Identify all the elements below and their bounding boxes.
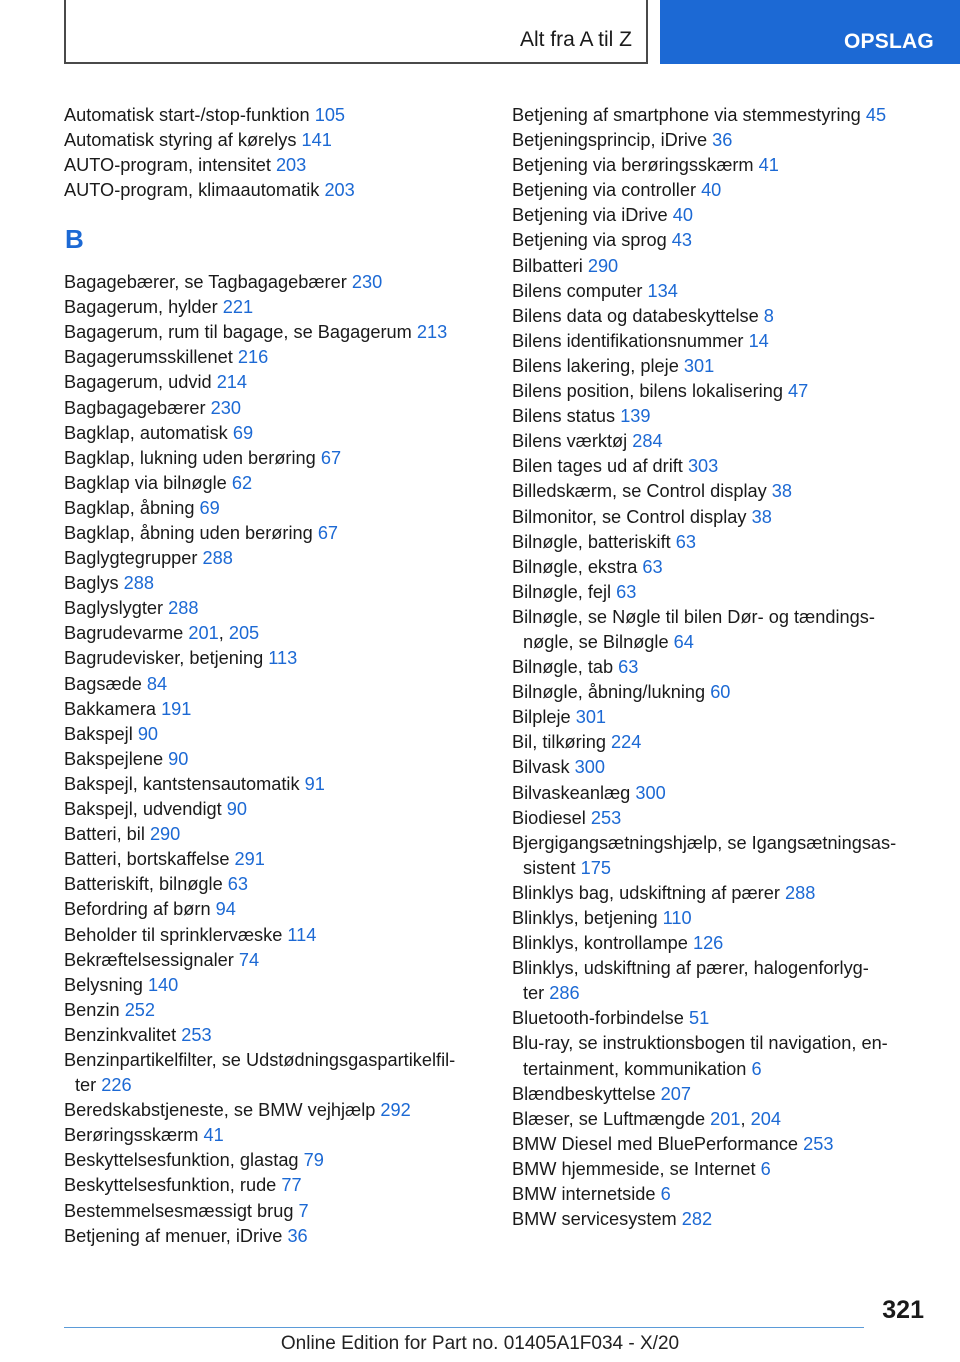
index-entry (64, 697, 504, 722)
index-entry (64, 546, 504, 571)
page-link[interactable]: 214 (216, 372, 248, 393)
index-entry (512, 580, 952, 605)
entry-text: Benzinkvalitet (64, 1024, 177, 1045)
page-link[interactable]: 201 (710, 1108, 741, 1129)
index-entry (512, 781, 952, 806)
entry-text: Bilnøgle, åbning/lukning (512, 682, 706, 703)
page-link[interactable]: 90 (168, 748, 189, 769)
index-entry (64, 178, 504, 203)
entry-text: Bestemmelsesmæssigt brug (64, 1200, 294, 1221)
entry-text: Bluetooth-forbindelse (512, 1008, 684, 1029)
index-entry (512, 881, 952, 906)
index-entry (512, 203, 952, 228)
page-link[interactable]: 69 (199, 497, 220, 518)
page-link[interactable]: 216 (237, 347, 269, 368)
page-link[interactable]: 67 (320, 447, 342, 468)
footer-edition-text: Online Edition for Part no. 01405A1F034 - X/20 (280, 1333, 680, 1354)
index-entry (64, 446, 504, 471)
index-entry (64, 621, 504, 646)
page-separator: , (218, 623, 229, 644)
entry-text: Beskyttelsesfunktion, glastag (64, 1150, 299, 1171)
entry-text: Benzinpartikelfilter, se Udstødningsgaspartikelfil- (64, 1049, 456, 1070)
entry-text: BMW internetside (512, 1184, 656, 1205)
entry-text: Bilmonitor, se Control display (512, 506, 747, 527)
entry-text: Betjening via berøringsskærm (512, 155, 754, 176)
index-entry (512, 304, 952, 329)
entry-text: Baglygtegrupper (64, 548, 198, 569)
entry-text: Beholder til sprinklervæske (64, 924, 283, 945)
index-entry (512, 178, 952, 203)
page-link[interactable]: 134 (647, 280, 678, 301)
entry-continuation: sistent 175 (523, 857, 611, 878)
entry-text: Berøringsskærm (64, 1125, 199, 1146)
index-entry (64, 923, 504, 948)
page-link[interactable]: 207 (660, 1083, 691, 1104)
page-link[interactable]: 63 (616, 581, 637, 602)
page-link[interactable]: 74 (238, 949, 260, 970)
index-entry (512, 454, 952, 479)
page-link[interactable]: 288 (123, 573, 155, 594)
page-link[interactable]: 303 (687, 456, 719, 477)
index-entry (512, 931, 952, 956)
index-letter-heading: B (65, 224, 84, 255)
footer-rule (64, 1327, 864, 1328)
entry-text: Bagklap, automatisk (64, 422, 228, 443)
index-entry (64, 847, 504, 872)
index-entry (64, 1023, 504, 1048)
page-link[interactable]: 288 (202, 548, 233, 569)
page-link[interactable]: 51 (688, 1008, 710, 1029)
page-link[interactable]: 63 (618, 657, 639, 678)
page-link[interactable]: 113 (268, 648, 298, 669)
page-link[interactable]: 105 (314, 105, 346, 125)
page-link[interactable]: 288 (784, 882, 816, 903)
page-link[interactable]: 291 (234, 849, 265, 870)
page-link[interactable]: 40 (701, 180, 722, 201)
index-entry (512, 530, 952, 555)
entry-text: Blæser, se Luftmængde (512, 1108, 706, 1129)
page-link[interactable]: 213 (416, 322, 448, 343)
page-link[interactable]: 230 (351, 272, 383, 293)
index-entry (512, 379, 952, 404)
entry-text: Bagklap via bilnøgle (64, 472, 227, 493)
page-link[interactable]: 204 (750, 1108, 781, 1129)
index-entry (512, 279, 952, 304)
page-link[interactable]: 67 (317, 523, 339, 543)
entry-text: Blinklys, kontrollampe (512, 933, 688, 954)
entry-text: Betjening af menuer, iDrive (64, 1225, 283, 1246)
entry-continuation: tertainment, kommunikation 6 (523, 1058, 762, 1079)
entry-text: Bagagerumsskillenet (64, 347, 233, 368)
page-link[interactable]: 38 (771, 481, 793, 502)
index-entry (512, 906, 952, 931)
entry-text: Blinklys, betjening (512, 908, 658, 928)
entry-text: Bilvask (512, 757, 570, 778)
index-entry (512, 605, 952, 655)
page-link[interactable]: 205 (228, 623, 260, 644)
index-entry (512, 153, 952, 178)
entry-text: Baglys (64, 573, 119, 594)
page-link[interactable]: 114 (287, 924, 317, 945)
index-entry (64, 722, 504, 747)
page-link[interactable]: 253 (181, 1024, 212, 1045)
index-entry (512, 1182, 952, 1207)
index-entry (512, 705, 952, 730)
entry-text: Blinklys bag, udskiftning af pærer (512, 882, 780, 903)
entry-text: Bagklap, lukning uden berøring (64, 447, 316, 468)
header-tab[interactable] (660, 0, 960, 64)
page-link[interactable]: 282 (681, 1209, 713, 1230)
entry-text: Bagagerum, rum til bagage, se Bagagerum (64, 322, 412, 343)
page-link[interactable]: 140 (147, 974, 179, 995)
entry-text: Bilnøgle, batteriskift (512, 531, 671, 552)
entry-text: Bagbagagebærer (64, 397, 206, 418)
index-entry (512, 1207, 952, 1232)
index-entry (64, 1098, 504, 1123)
page-link[interactable]: 6 (760, 1158, 771, 1179)
entry-text: Bekræftelsessignaler (64, 949, 234, 970)
index-entry (512, 730, 952, 755)
index-entry (512, 329, 952, 354)
entry-text: Bilens værktøj (512, 431, 628, 452)
page-link[interactable]: 290 (149, 824, 181, 845)
index-entry (512, 1031, 952, 1081)
page-link[interactable]: 79 (303, 1150, 324, 1171)
index-entry (512, 254, 952, 279)
page-link[interactable]: 91 (304, 773, 325, 794)
page-number: 321 (882, 1296, 924, 1324)
page-link[interactable]: 45 (865, 105, 887, 125)
entry-text: Bagagerum, udvid (64, 372, 212, 393)
entry-text: Beskyttelsesfunktion, rude (64, 1175, 277, 1196)
index-entry (64, 320, 504, 345)
page-link[interactable]: 110 (662, 908, 692, 928)
index-entry (512, 1082, 952, 1107)
entry-continuation: nøgle, se Bilnøgle 64 (523, 631, 694, 652)
entry-text: Bilnøgle, tab (512, 657, 614, 678)
page-link[interactable]: 77 (281, 1175, 302, 1196)
header-section-box (64, 0, 648, 64)
index-entry (64, 646, 504, 671)
index-entry (512, 103, 952, 128)
page-link[interactable]: 7 (298, 1200, 309, 1221)
entry-text: Blu-ray, se instruktionsbogen til navigation, en- (512, 1033, 888, 1054)
page-link[interactable]: 252 (124, 999, 156, 1020)
entry-text: Bilens identifikationsnummer (512, 330, 744, 351)
entry-text: Bilpleje (512, 707, 571, 728)
index-entry (64, 1224, 504, 1249)
index-entry (64, 1123, 504, 1148)
index-entry (512, 555, 952, 580)
page-link[interactable]: 60 (710, 682, 731, 703)
page-link[interactable]: 38 (751, 506, 772, 527)
index-entry (64, 998, 504, 1023)
entry-text: Batteri, bil (64, 824, 145, 845)
page-link[interactable]: 8 (763, 305, 774, 326)
page-link[interactable]: 14 (748, 330, 769, 351)
index-entry (512, 354, 952, 379)
index-entry (64, 370, 504, 395)
entry-text: Bilens position, bilens lokalisering (512, 381, 783, 402)
page-link[interactable]: 284 (632, 431, 663, 452)
tab-label: OPSLAG (844, 30, 934, 53)
index-entry (64, 496, 504, 521)
entry-text: Bagagerum, hylder (64, 297, 218, 318)
page-link[interactable]: 90 (226, 799, 248, 820)
entry-text: Betjening via controller (512, 180, 696, 201)
page-link[interactable]: 40 (672, 205, 693, 226)
page-link[interactable]: 41 (203, 1125, 224, 1146)
index-entry (64, 772, 504, 797)
index-entry (64, 747, 504, 772)
page-link[interactable]: 63 (675, 531, 696, 552)
index-entry (64, 153, 504, 178)
page-link[interactable]: 230 (210, 397, 241, 418)
page-link[interactable]: 203 (275, 155, 307, 176)
index-entry (64, 1148, 504, 1173)
entry-text: Biodiesel (512, 807, 586, 828)
entry-text: Automatisk start-/stop-funktion (64, 105, 310, 125)
index-entry (512, 479, 952, 504)
entry-text: AUTO-program, intensitet (64, 155, 271, 176)
page-link[interactable]: 64 (673, 631, 694, 652)
index-entry (512, 831, 952, 881)
page-link[interactable]: 203 (324, 180, 355, 201)
entry-text: Bjergigangsætningshjælp, se Igangsætningsas- (512, 832, 897, 853)
index-entry (64, 897, 504, 922)
page-link[interactable]: 43 (671, 230, 692, 251)
index-entry (512, 429, 952, 454)
entry-text: Bilbatteri (512, 255, 583, 276)
index-column-left (64, 103, 504, 1249)
index-entry (64, 103, 504, 128)
entry-text: Bakspejl (64, 723, 133, 744)
entry-text: Bilnøgle, ekstra (512, 556, 638, 577)
page-link[interactable]: 94 (215, 899, 236, 920)
index-entry (512, 1132, 952, 1157)
entry-text: Bilnøgle, fejl (512, 581, 612, 602)
index-entry (512, 128, 952, 153)
entry-text: Bakspejlene (64, 748, 164, 769)
entry-text: Bagagebærer, se Tagbagagebærer (64, 272, 347, 293)
page-link[interactable]: 300 (635, 782, 666, 803)
index-entry (512, 655, 952, 680)
entry-text: Blændbeskyttelse (512, 1083, 656, 1104)
index-entry (64, 396, 504, 421)
index-entry (512, 228, 952, 253)
index-entry (64, 797, 504, 822)
page-link[interactable]: 301 (575, 707, 607, 728)
page-link[interactable]: 90 (137, 723, 159, 744)
page-link[interactable]: 6 (660, 1184, 671, 1205)
entry-text: Bagsæde (64, 673, 142, 694)
entry-text: Blinklys, udskiftning af pærer, halogenforlyg- (512, 958, 869, 979)
page-link[interactable]: 84 (146, 673, 168, 694)
page-link[interactable]: 36 (712, 130, 733, 151)
entry-text: Bil, tilkøring (512, 732, 606, 753)
index-entry (64, 270, 504, 295)
entry-text: Bagklap, åbning uden berøring (64, 523, 313, 543)
page-link[interactable]: 139 (620, 406, 651, 427)
index-entry (512, 755, 952, 780)
index-entry (64, 948, 504, 973)
page-link[interactable]: 292 (380, 1100, 411, 1121)
page-link[interactable]: 6 (751, 1058, 762, 1079)
index-entry (64, 571, 504, 596)
page-link[interactable]: 36 (287, 1225, 308, 1246)
entry-text: Bakspejl, udvendigt (64, 799, 222, 820)
page-link[interactable]: 191 (161, 698, 192, 719)
entry-continuation: ter 286 (523, 983, 580, 1004)
page-link[interactable]: 41 (758, 155, 779, 176)
page-link[interactable]: 288 (168, 598, 199, 619)
page-link[interactable]: 63 (642, 556, 663, 577)
page-link[interactable]: 286 (549, 983, 580, 1004)
entry-text: Billedskærm, se Control display (512, 481, 767, 502)
entry-text: Beredskabstjeneste, se BMW vejhjælp (64, 1100, 376, 1121)
entry-text: Bagklap, åbning (64, 497, 195, 518)
page-link[interactable]: 126 (692, 933, 724, 954)
index-entry (64, 345, 504, 370)
index-entry (512, 1157, 952, 1182)
index-entry (512, 505, 952, 530)
index-entry (512, 404, 952, 429)
entry-continuation: ter 226 (75, 1075, 132, 1096)
entry-text: Befordring af børn (64, 899, 211, 920)
index-entry (64, 128, 504, 153)
entry-text: Bilvaskeanlæg (512, 782, 631, 803)
entry-text: Bilen tages ud af drift (512, 456, 683, 477)
entry-text: AUTO-program, klimaautomatik (64, 180, 320, 201)
index-entry (64, 672, 504, 697)
page-link[interactable]: 62 (231, 472, 253, 493)
index-entry (64, 872, 504, 897)
section-title: Alt fra A til Z (519, 28, 632, 51)
page-link[interactable]: 300 (574, 757, 606, 778)
page-link[interactable]: 141 (301, 130, 332, 151)
entry-text: Bagrudevisker, betjening (64, 648, 264, 669)
page-link[interactable]: 226 (101, 1075, 132, 1096)
entry-text: Betjening af smartphone via stemmestyring (512, 105, 861, 125)
entry-text: BMW hjemmeside, se Internet (512, 1158, 756, 1179)
page-link[interactable]: 175 (580, 857, 611, 878)
entry-text: Bagrudevarme (64, 623, 184, 644)
entry-text: Belysning (64, 974, 143, 995)
entry-text: Bilens status (512, 406, 616, 427)
page-link[interactable]: 221 (222, 297, 254, 318)
page-link[interactable]: 63 (227, 874, 248, 895)
index-entry (512, 956, 952, 1006)
index-entry (512, 806, 952, 831)
index-entry (64, 1173, 504, 1198)
index-entry (512, 1107, 952, 1132)
entry-text: Betjening via iDrive (512, 205, 668, 226)
entry-text: Bakkamera (64, 698, 156, 719)
page-link[interactable]: 201 (188, 623, 219, 644)
entry-text: Batteri, bortskaffelse (64, 849, 230, 870)
index-entry (64, 521, 504, 546)
index-entry (64, 973, 504, 998)
entry-text: Batteriskift, bilnøgle (64, 874, 223, 895)
index-entry (512, 1006, 952, 1031)
index-entry (64, 1199, 504, 1224)
page-link[interactable]: 290 (587, 255, 619, 276)
index-entry (64, 822, 504, 847)
page-separator: , (740, 1108, 751, 1129)
page-link[interactable]: 253 (803, 1133, 834, 1154)
entry-text: BMW servicesystem (512, 1209, 677, 1230)
entry-text: Automatisk styring af kørelys (64, 130, 297, 151)
entry-text: Bakspejl, kantstensautomatik (64, 773, 300, 794)
entry-text: Benzin (64, 999, 120, 1020)
page-link[interactable]: 69 (232, 422, 254, 443)
entry-text: Bilens data og databeskyttelse (512, 305, 759, 326)
entry-text: Bilnøgle, se Nøgle til bilen Dør- og tændings- (512, 606, 875, 627)
page-link[interactable]: 301 (683, 355, 715, 376)
entry-text: Bilens lakering, pleje (512, 355, 679, 376)
page-link[interactable]: 47 (788, 381, 809, 402)
entry-text: Betjeningsprincip, iDrive (512, 130, 708, 151)
index-entry (64, 1048, 504, 1098)
page-link[interactable]: 224 (611, 732, 642, 753)
page-link[interactable]: 253 (590, 807, 622, 828)
entry-text: Betjening via sprog (512, 230, 667, 251)
index-entry (64, 471, 504, 496)
index-column-right (512, 103, 952, 1232)
entry-text: Baglyslygter (64, 598, 164, 619)
entry-text: Bilens computer (512, 280, 643, 301)
index-entry (64, 295, 504, 320)
index-entry (64, 421, 504, 446)
index-entry (64, 596, 504, 621)
entry-text: BMW Diesel med BluePerformance (512, 1133, 799, 1154)
index-entry (512, 680, 952, 705)
